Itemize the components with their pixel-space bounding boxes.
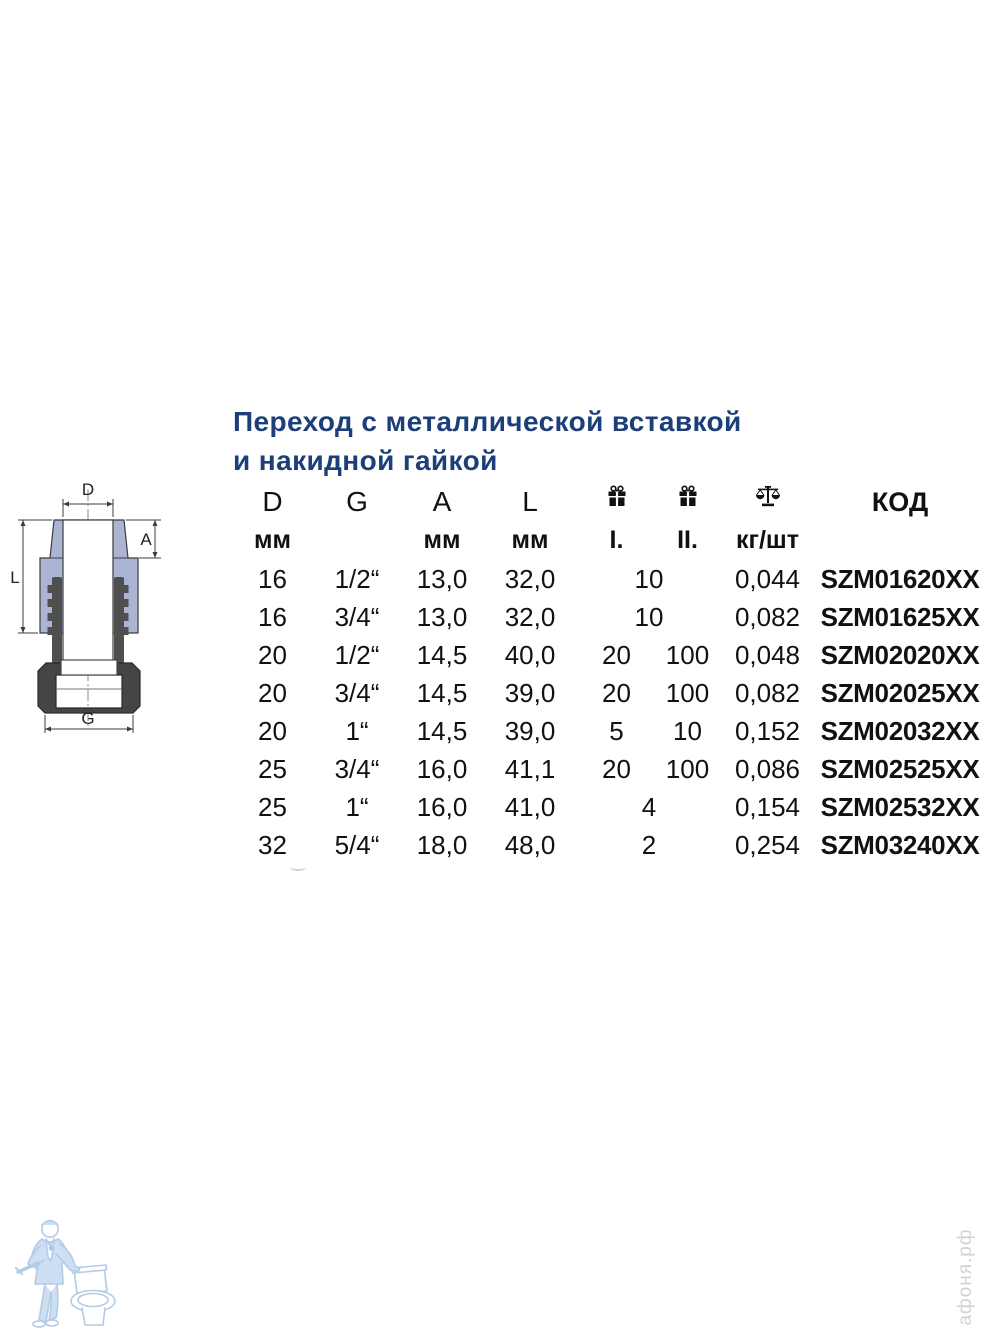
scale-icon — [755, 486, 781, 507]
unit-pack2: II. — [677, 525, 698, 554]
col-header-g: G — [346, 486, 368, 517]
inner-pipe — [63, 520, 113, 665]
cell-weight: 0,154 — [734, 791, 801, 822]
cell-code: SZM01625XX — [820, 601, 980, 632]
cell-pack2: 100 — [665, 639, 710, 670]
cell-g: 1/2“ — [334, 639, 380, 670]
cell-pack2: 100 — [665, 677, 710, 708]
cell-pack-span: 10 — [634, 601, 664, 632]
cell-g: 3/4“ — [334, 753, 380, 784]
table-row — [233, 598, 985, 636]
cell-weight: 0,082 — [734, 601, 801, 632]
col-header-a: A — [432, 486, 452, 517]
cell-l: 32,0 — [504, 601, 556, 632]
cell-code: SZM02525XX — [820, 753, 980, 784]
cell-l: 40,0 — [504, 639, 556, 670]
cell-pack1: 20 — [602, 639, 631, 670]
cell-d: 20 — [258, 715, 287, 746]
cell-d: 32 — [258, 829, 287, 860]
site-watermark: афоня.рф — [955, 1228, 976, 1326]
cell-d: 20 — [258, 639, 287, 670]
cell-d: 25 — [258, 753, 287, 784]
cell-weight: 0,086 — [734, 753, 801, 784]
unit-l: мм — [511, 525, 549, 554]
cell-g: 3/4“ — [334, 677, 380, 708]
package-icon — [606, 485, 628, 507]
cell-l: 39,0 — [504, 715, 556, 746]
unit-a: мм — [423, 525, 461, 554]
cell-l: 41,1 — [504, 753, 556, 784]
table-row — [233, 788, 985, 826]
cell-pack-span: 10 — [634, 563, 664, 594]
fitting-technical-drawing — [8, 477, 178, 742]
cell-weight: 0,044 — [734, 563, 801, 594]
col-header-pack1 — [578, 482, 655, 520]
cell-a: 13,0 — [416, 563, 468, 594]
table-header-row — [233, 476, 985, 520]
cell-d: 20 — [258, 677, 287, 708]
cell-code: SZM01620XX — [820, 563, 980, 594]
cell-pack1: 5 — [609, 715, 624, 746]
dim-label-a: A — [140, 530, 152, 549]
cell-l: 41,0 — [504, 791, 556, 822]
cell-code: SZM03240XX — [820, 829, 980, 860]
table-units-row — [233, 520, 985, 560]
cell-pack-span: 4 — [641, 791, 657, 822]
cell-code: SZM02025XX — [820, 677, 980, 708]
cell-a: 13,0 — [416, 601, 468, 632]
table-row — [233, 560, 985, 598]
table-row — [233, 674, 985, 712]
unit-weight: кг/шт — [736, 525, 799, 554]
cell-d: 16 — [258, 601, 287, 632]
page-title-line1: Переход с металлической вставкой — [233, 406, 742, 437]
cell-pack1: 20 — [602, 677, 631, 708]
col-header-pack2 — [655, 482, 720, 520]
cell-d: 25 — [258, 791, 287, 822]
cell-a: 14,5 — [416, 639, 468, 670]
cell-pack-span: 2 — [641, 829, 657, 860]
cell-a: 16,0 — [416, 791, 468, 822]
col-header-d: D — [262, 486, 283, 517]
col-header-weight — [720, 482, 815, 520]
cell-d: 16 — [258, 563, 287, 594]
plumber-with-toilet-logo — [12, 1212, 127, 1332]
cell-a: 14,5 — [416, 715, 468, 746]
cell-g: 1“ — [345, 715, 369, 746]
cell-g: 1“ — [345, 791, 369, 822]
cell-a: 16,0 — [416, 753, 468, 784]
table-row — [233, 712, 985, 750]
col-header-l: L — [522, 486, 538, 517]
cell-a: 14,5 — [416, 677, 468, 708]
cell-pack1: 20 — [602, 753, 631, 784]
page-title-line2: и накидной гайкой — [233, 445, 498, 476]
cell-g: 1/2“ — [334, 563, 380, 594]
cell-g: 5/4“ — [334, 829, 380, 860]
cell-code: SZM02020XX — [820, 639, 980, 670]
dim-label-l: L — [10, 568, 20, 587]
cell-a: 18,0 — [416, 829, 468, 860]
dim-label-g: G — [81, 709, 95, 728]
page-title — [233, 402, 853, 480]
cell-weight: 0,254 — [734, 829, 801, 860]
cell-g: 3/4“ — [334, 601, 380, 632]
cell-weight: 0,048 — [734, 639, 801, 670]
cell-l: 32,0 — [504, 563, 556, 594]
cell-pack2: 10 — [673, 715, 702, 746]
table-row — [233, 826, 985, 864]
cell-pack2: 100 — [665, 753, 710, 784]
cell-l: 39,0 — [504, 677, 556, 708]
cell-weight: 0,082 — [734, 677, 801, 708]
cell-code: SZM02032XX — [820, 715, 980, 746]
pipe-shoulder — [61, 660, 117, 675]
cell-l: 48,0 — [504, 829, 556, 860]
table-row — [233, 636, 985, 674]
col-header-code: КОД — [871, 487, 929, 517]
package-icon — [677, 485, 699, 507]
table-row — [233, 750, 985, 788]
cell-weight: 0,152 — [734, 715, 801, 746]
unit-pack1: I. — [609, 525, 624, 554]
scan-artifact-mark — [290, 864, 306, 871]
dim-label-d: D — [81, 480, 95, 499]
table-rows — [233, 560, 985, 864]
cell-code: SZM02532XX — [820, 791, 980, 822]
unit-d: мм — [254, 525, 291, 554]
spec-table — [233, 476, 985, 864]
